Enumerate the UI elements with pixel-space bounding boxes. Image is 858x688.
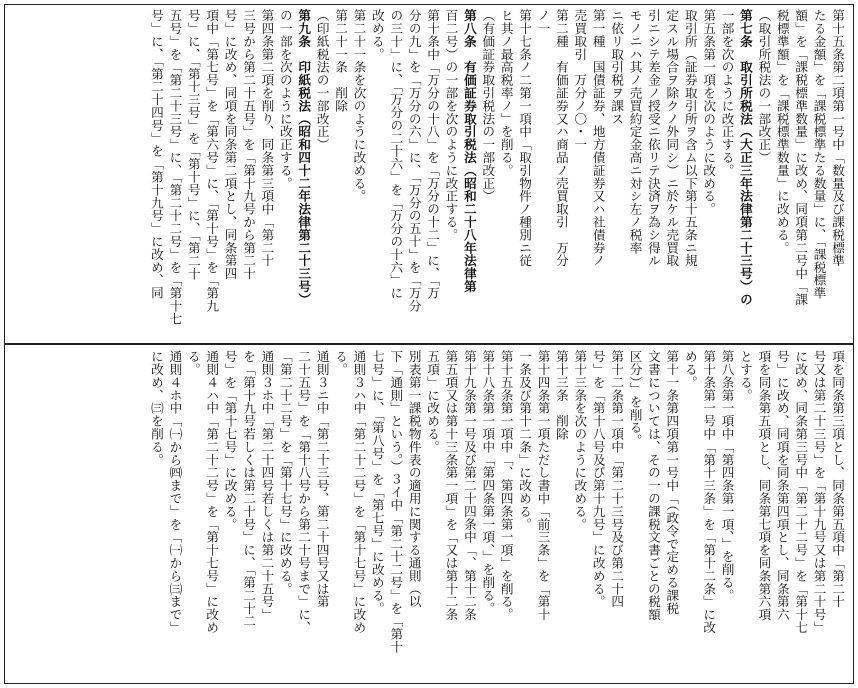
upper-text-column: 分の九」を「万分の六」に、「万分の五十」を「万分 (406, 9, 422, 313)
lower-text-column: 項を同条第五項とし、同条第七項を同条第六項 (756, 350, 772, 621)
lower-text-column: 号」を「第十七号」に改める。 (222, 350, 238, 531)
upper-text-column: 額」を「課税標準数量」に改め、同項第二号中「課 (793, 9, 809, 306)
lower-text-column: 号」に改め、同項を同条第四項とし、同条第六 (774, 350, 790, 621)
upper-text-column: 号」に、「第二十四号」を「第十九号」に改め、同 (148, 9, 164, 300)
upper-text-column: ニ依リ取引税ヲ課ス (609, 9, 625, 126)
upper-text-column: 第八条 有価証券取引税法（昭和二十八年法律第 (461, 9, 477, 293)
lower-text-column: を「第十九号若しくは第二十号」に、「第二十二 (241, 350, 256, 628)
upper-text-column: 項中「第七号」を「第六号」に、「第十号」を「第九 (204, 9, 220, 313)
upper-text-column: 改める。 (369, 9, 385, 61)
upper-text-column: 第九条 印紙税法（昭和四十二年法律第二十三号） (296, 9, 312, 306)
lower-text-block (10, 350, 846, 680)
lower-text-column: 第十三条 削除 (553, 350, 569, 441)
lower-text-column: 第十三条を次のように改める。 (572, 350, 588, 531)
upper-text-column: 第十五条第二項第一号中「数量及び課税標準 (830, 9, 845, 267)
upper-text-column: 第五条第一項を次のように改める。 (701, 9, 717, 216)
upper-text-column: ヒ其ノ最高税率ノ」を削る。 (498, 9, 514, 177)
upper-text-column: 五号」を「第二十三号」に、「第二十二号」を「第十七 (167, 9, 183, 326)
lower-text-column: 区分）」を削る。 (627, 350, 643, 447)
lower-text-column: 五項」に改める。 (425, 350, 441, 454)
lower-text-column: 通則４ハ中「第二十二号」を「第十七号」に改め (204, 350, 220, 634)
upper-text-column: 第二十一条を次のように改める。 (351, 9, 367, 203)
upper-text-column: 一部を次のように改正する。 (719, 9, 735, 177)
lower-text-column: 項を同条第三項とし、同条第五項中「第二十 (830, 350, 845, 608)
lower-text-column: 七号」に、「第八号」を「第七号」に改める。 (369, 350, 385, 615)
lower-text-column: 第十条第一号中「第十三条」を「第十二条」に改 (701, 350, 717, 634)
lower-text-column: 下「通則」という。）３イ中「第二十二号」を「第十 (388, 350, 404, 654)
lower-vertical-text (10, 350, 846, 680)
lower-text-column: 文書については、その一の課税文書ごとの税額 (645, 350, 661, 621)
upper-text-column: （取引所税法の一部改正） (756, 9, 772, 164)
upper-text-column: 売買取引 万分ノ〇・一 (572, 9, 588, 151)
upper-text-column: 号」に、「第十三号」を「第十号」に、「第二十 (185, 9, 201, 281)
lower-text-column: に改め、㈢を削る。 (148, 350, 164, 467)
lower-text-column: 別表第一課税物件表の適用に関する通則（以 (406, 350, 422, 608)
upper-text-column: ノ一 (535, 9, 551, 35)
upper-text-column: 定スル場合ヲ除クノ外同シ）ニ於ケル売買取 (664, 9, 680, 267)
lower-text-column: 通則３ハ中「第二十二号」を「第十七号」に改め (351, 350, 367, 634)
upper-text-column: モノニハ其ノ売買約定金高ニ対シ左ノ税率 (627, 9, 643, 255)
lower-text-column: める。 (682, 350, 698, 389)
lower-text-column: 通則４ホ中「㈠から㈣まで」を「㈠から㈢まで」 (167, 350, 183, 634)
lower-text-column: 第五項又は第十三条第一項」を「又は第十二条 (443, 350, 459, 621)
lower-text-column: とする。 (737, 350, 753, 402)
upper-text-column: 第二十一条 削除 (333, 9, 349, 113)
upper-text-column: （有価証券取引税法の一部改正） (480, 9, 496, 203)
upper-text-block (10, 9, 846, 339)
upper-text-column: 第二種 有価証券又ハ商品ノ売買取引 万分 (553, 9, 569, 267)
upper-text-column: 第四条第二項を削り、同条第三項中「第二十 (259, 9, 275, 267)
upper-text-column: たる金額」を「課税標準たる数量」に、「課税標準 (811, 9, 827, 300)
upper-text-column: 三号から第二十五号」を「第十九号から第二十 (241, 9, 256, 280)
upper-text-column: 第十七条ノ二第一項中「取引物件ノ種別ニ従 (517, 9, 533, 267)
lower-text-column: 二十五号」を「第十八号から第二十号まで」に、 (296, 350, 312, 634)
lower-text-column: に改め、同条第三号中「第二十二号」を「第十七 (793, 350, 809, 634)
upper-vertical-text (10, 9, 846, 339)
upper-text-column: （印紙税法の一部改正） (314, 9, 330, 151)
lower-text-column: 第十八条第一項中「第四条第一項、」を削る。 (480, 350, 496, 615)
section-divider (4, 343, 854, 345)
upper-text-column: 税標準額」を「課税標準数量」に改める。 (774, 9, 790, 255)
lower-text-column: る。 (333, 350, 349, 376)
upper-text-column: 引ニシテ差金ノ授受ニ依リテ決済ヲ為シ得ル (645, 9, 661, 267)
upper-text-column: の一部を次のように改正する。 (277, 9, 293, 190)
upper-text-column: 第十条中「万分の十八」を「万分の十二」に、「万 (425, 9, 441, 300)
upper-text-column: 第七条 取引所税法（大正三年法律第二十三号）の (737, 9, 753, 306)
lower-text-column: 一条及び第十二条」に改める。 (517, 350, 533, 531)
lower-text-column: 「第二十二号」を「第十七号」に改める。 (277, 350, 293, 596)
lower-text-column: る。 (185, 350, 201, 376)
lower-text-column: 第十一条第四項第一号中「（政令で定める課税 (664, 350, 680, 615)
lower-text-column: 号又は第二十三号」を「第十九号又は第二十号」 (811, 350, 827, 634)
lower-text-column: 第十九条第一号及び第二十四条中「、第十二条 (461, 350, 477, 621)
upper-text-column: 号」に改め、同項を同条第二項とし、同条第四 (222, 9, 238, 280)
upper-text-column: の三十」に、「万分の二十六」を「万分の十六」に (388, 9, 404, 300)
upper-text-column: 第一種 国債証券、地方債証券又ハ社債券ノ (590, 9, 606, 267)
lower-text-column: 通則３ニ中「第二十三号、第二十四号又は第 (314, 350, 330, 608)
upper-text-column: 取引所（証券取引所ヲ含ム以下第十五条ニ規 (682, 9, 698, 267)
lower-text-column: 第十二条第一項中「第二十三号及び第二十四 (609, 350, 625, 608)
lower-text-column: 通則３ホ中「第二十四号若しくは第二十五号」 (259, 350, 275, 621)
lower-text-column: 第八条第一項中「第四条第一項、」を削る。 (719, 350, 735, 602)
lower-text-column: 第十五条第一項中「、第四条第一項」を削る。 (498, 350, 514, 621)
lower-text-column: 第十四条第一項ただし書中「前三条」を「第十 (535, 350, 551, 621)
lower-text-column: 号」を「第十八号及び第十九号」に改める。 (590, 350, 606, 608)
upper-text-column: 百二号）の一部を次のように改正する。 (443, 9, 459, 242)
